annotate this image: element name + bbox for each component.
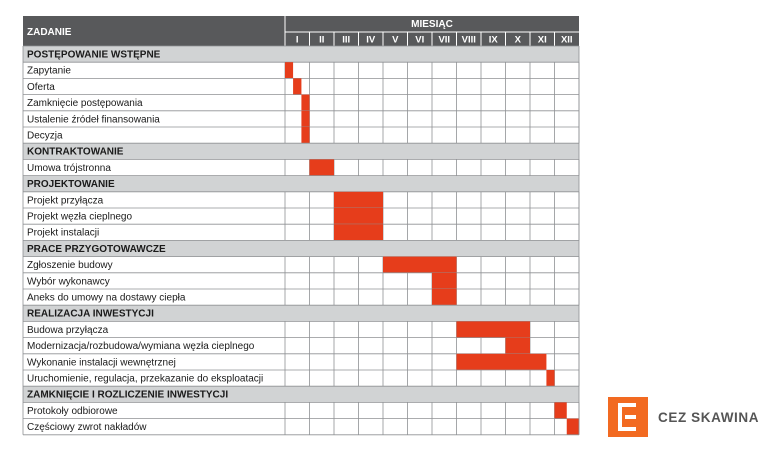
task-label: Oferta (27, 81, 55, 93)
gantt-bar (334, 208, 383, 224)
task-label: Aneks do umowy na dostawy ciepła (27, 292, 186, 304)
cez-logo-icon (608, 397, 648, 437)
gantt-bar (546, 370, 554, 386)
task-label: Projekt przyłącza (27, 195, 104, 207)
section-title: ZAMKNIĘCIE I ROZLICZENIE INWESTYCJI (27, 389, 229, 401)
section-title: PROJEKTOWANIE (27, 179, 115, 191)
month-tick-label: I (295, 34, 299, 46)
task-label: Budowa przyłącza (27, 324, 109, 336)
task-label: Zgłoszenie budowy (27, 260, 113, 272)
month-tick-label: VI (415, 34, 425, 46)
logo-text: CEZ SKAWINA (658, 409, 760, 425)
task-label: Wykonanie instalacji wewnętrznej (27, 357, 176, 369)
gantt-bar (301, 95, 309, 111)
task-label: Częściowy zwrot nakładów (27, 422, 147, 434)
month-tick-label: II (319, 34, 325, 46)
gantt-bar (383, 257, 457, 273)
section-title: KONTRAKTOWANIE (27, 146, 124, 158)
month-tick-label: XII (560, 34, 573, 46)
month-tick-label: V (392, 34, 399, 46)
task-label: Projekt węzła cieplnego (27, 211, 133, 223)
gantt-bar (457, 354, 547, 370)
section-title: PRACE PRZYGOTOWAWCZE (27, 243, 166, 255)
gantt-bar (457, 321, 531, 337)
month-tick-label: X (514, 34, 521, 46)
task-label: Zapytanie (27, 65, 71, 77)
task-label: Decyzja (27, 130, 63, 142)
gantt-bar (301, 127, 309, 143)
month-tick-label: XI (537, 34, 547, 46)
gantt-bar (301, 111, 309, 127)
gantt-bar (567, 419, 579, 435)
gantt-bar (310, 159, 335, 175)
month-column-header: MIESIĄC (411, 19, 453, 30)
task-label: Protokoły odbiorowe (27, 405, 118, 417)
month-tick-label: IV (366, 34, 376, 46)
task-label: Umowa trójstronna (27, 162, 111, 174)
task-label: Uruchomienie, regulacja, przekazanie do eksploatacji (27, 373, 264, 385)
section-title: POSTĘPOWANIE WSTĘPNE (27, 49, 161, 61)
gantt-bar (285, 62, 293, 78)
gantt-bar (293, 78, 301, 94)
month-tick-label: III (342, 34, 351, 46)
task-label: Modernizacja/rozbudowa/wymiana węzła cieplnego (27, 341, 255, 353)
month-tick-label: VII (438, 34, 451, 46)
task-label: Ustalenie źródeł finansowania (27, 114, 160, 126)
gantt-bar (432, 273, 457, 289)
gantt-bar (432, 289, 457, 305)
gantt-bar (555, 402, 567, 418)
month-tick-label: IX (488, 34, 498, 46)
task-label: Zamknięcie postępowania (27, 98, 143, 110)
task-column-header: ZADANIE (27, 27, 72, 38)
gantt-bar (334, 192, 383, 208)
month-tick-label: VIII (461, 34, 476, 46)
gantt-bar (506, 338, 531, 354)
gantt-bar (334, 224, 383, 240)
task-label: Wybór wykonawcy (27, 276, 110, 288)
section-title: REALIZACJA INWESTYCJI (27, 308, 154, 320)
cez-skawina-logo (608, 397, 759, 437)
task-label: Projekt instalacji (27, 227, 100, 239)
